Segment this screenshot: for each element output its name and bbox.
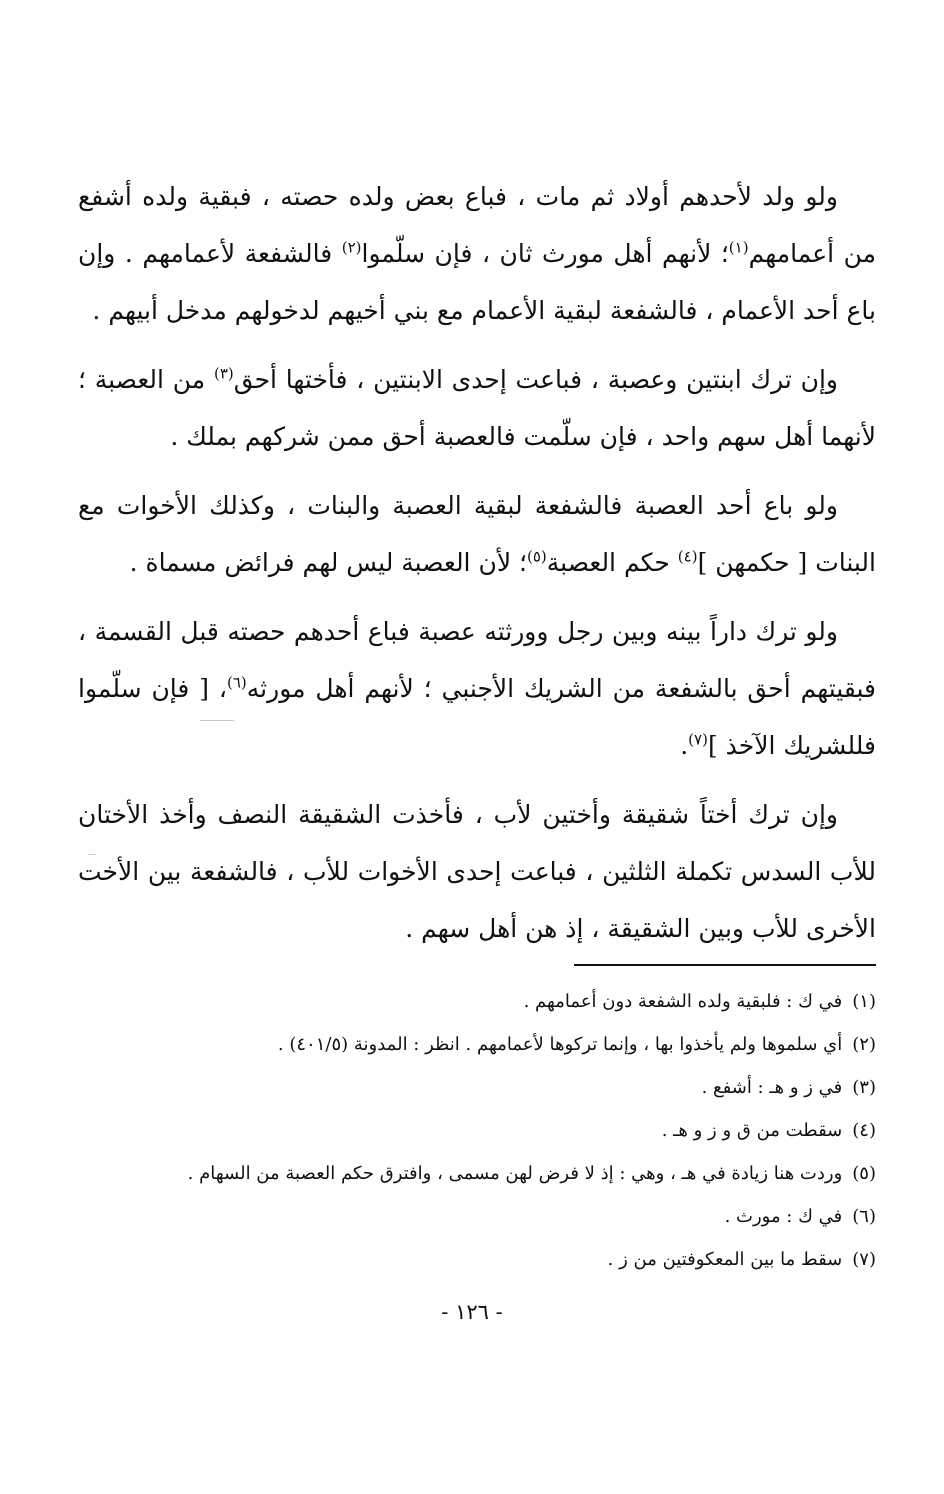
footnote-number: (٧): [852, 1249, 876, 1270]
paragraph-1: ولو ولد لأحدهم أولاد ثم مات ، فباع بعض ولده حصته ، فبقية ولده أشفع من أعمامهم$^{(١)}$؛ لأنهم أهل مورث ثان ، فإن سلّموا$^{(٢)}$ فالشفعة لأعمامهم . وإن باع أحد الأعمام ، فالشفعة لبقية الأعمام مع بني أخيهم لدخولهم مدخل أبيهم .: [78, 182, 876, 325]
footnote-text: سقطت من ق و ز و هـ .: [661, 1120, 843, 1141]
footnote-number: (١): [852, 991, 876, 1012]
paragraph-4: ولو ترك داراً بينه وبين رجل وورثته عصبة فباع أحدهم حصته قبل القسمة ، فبقيتهم أحق بالشفعة من الشريك الأجنبي ؛ لأنهم أهل مورثه$^{(٦)}$، [ فإن سلّموا فللشريك الآخذ ]$^{(٧)}$.: [78, 617, 876, 760]
footnote-separator: [574, 964, 876, 966]
footnote-5: [100, 1152, 876, 1195]
scan-speck: [200, 720, 234, 721]
footnote-number: (٣): [852, 1077, 876, 1098]
footnote-ref-4: (٤): [677, 547, 698, 566]
footnote-ref-7: (٧): [688, 730, 708, 749]
footnote-ref-6: (٦): [227, 673, 247, 692]
footnote-text: سقط ما بين المعكوفتين من ز .: [607, 1249, 843, 1270]
footnote-ref-1: (١): [728, 238, 749, 257]
footnote-3: [100, 1066, 876, 1109]
paragraph-3: ولو باع أحد العصبة فالشفعة لبقية العصبة والبنات ، وكذلك الأخوات مع البنات [ حكمهن ]$^{(٤)}$ حكم العصبة$^{(٥)}$؛ لأن العصبة ليس لهم فرائض مسماة .: [78, 491, 876, 577]
footnote-ref-3: (٣): [213, 364, 234, 383]
paragraph-5: وإن ترك أختاً شقيقة وأختين لأب ، فأخذت الشقيقة النصف وأخذ الأختان للأب السدس تكملة الثلثين ، فباعت إحدى الأخوات للأب ، فالشفعة بين الأخت الأخرى للأب وبين الشقيقة ، إذ هن أهل سهم .: [78, 800, 876, 943]
footnote-1: [100, 980, 876, 1023]
footnote-text: أي سلموها ولم يأخذوا بها ، وإنما تركوها لأعمامهم . انظر : المدونة (٤٠١/٥) .: [277, 1034, 843, 1055]
footnote-2: [100, 1023, 876, 1066]
footnote-ref-2: (٢): [341, 238, 362, 257]
footnote-number: (٤): [852, 1120, 876, 1141]
footnote-6: [100, 1195, 876, 1238]
footnote-ref-5: (٥): [526, 547, 547, 566]
footnote-text: في ز و هـ : أشفع .: [701, 1077, 843, 1098]
footnote-text: في ك : فلبقية ولده الشفعة دون أعمامهم .: [523, 991, 843, 1012]
page-number: - ١٢٦ -: [441, 1300, 503, 1324]
footnote-4: [100, 1109, 876, 1152]
footnote-text: وردت هنا زيادة في هـ ، وهي : إذ لا فرض لهن مسمى ، وافترق حكم العصبة من السهام .: [187, 1163, 843, 1184]
footnote-7: [100, 1238, 876, 1281]
paragraph-2: وإن ترك ابنتين وعصبة ، فباعت إحدى الابنتين ، فأختها أحق$^{(٣)}$ من العصبة ؛ لأنهما أهل سهم واحد ، فإن سلّمت فالعصبة أحق ممن شركهم بملك .: [78, 364, 876, 451]
footnote-number: (٢): [852, 1034, 876, 1055]
footnotes: [100, 980, 876, 1281]
body-text: [78, 168, 876, 969]
footnote-number: (٥): [852, 1163, 876, 1184]
footnote-text: في ك : مورث .: [724, 1206, 843, 1227]
footnote-number: (٦): [852, 1206, 876, 1227]
scan-speck: [88, 854, 96, 855]
